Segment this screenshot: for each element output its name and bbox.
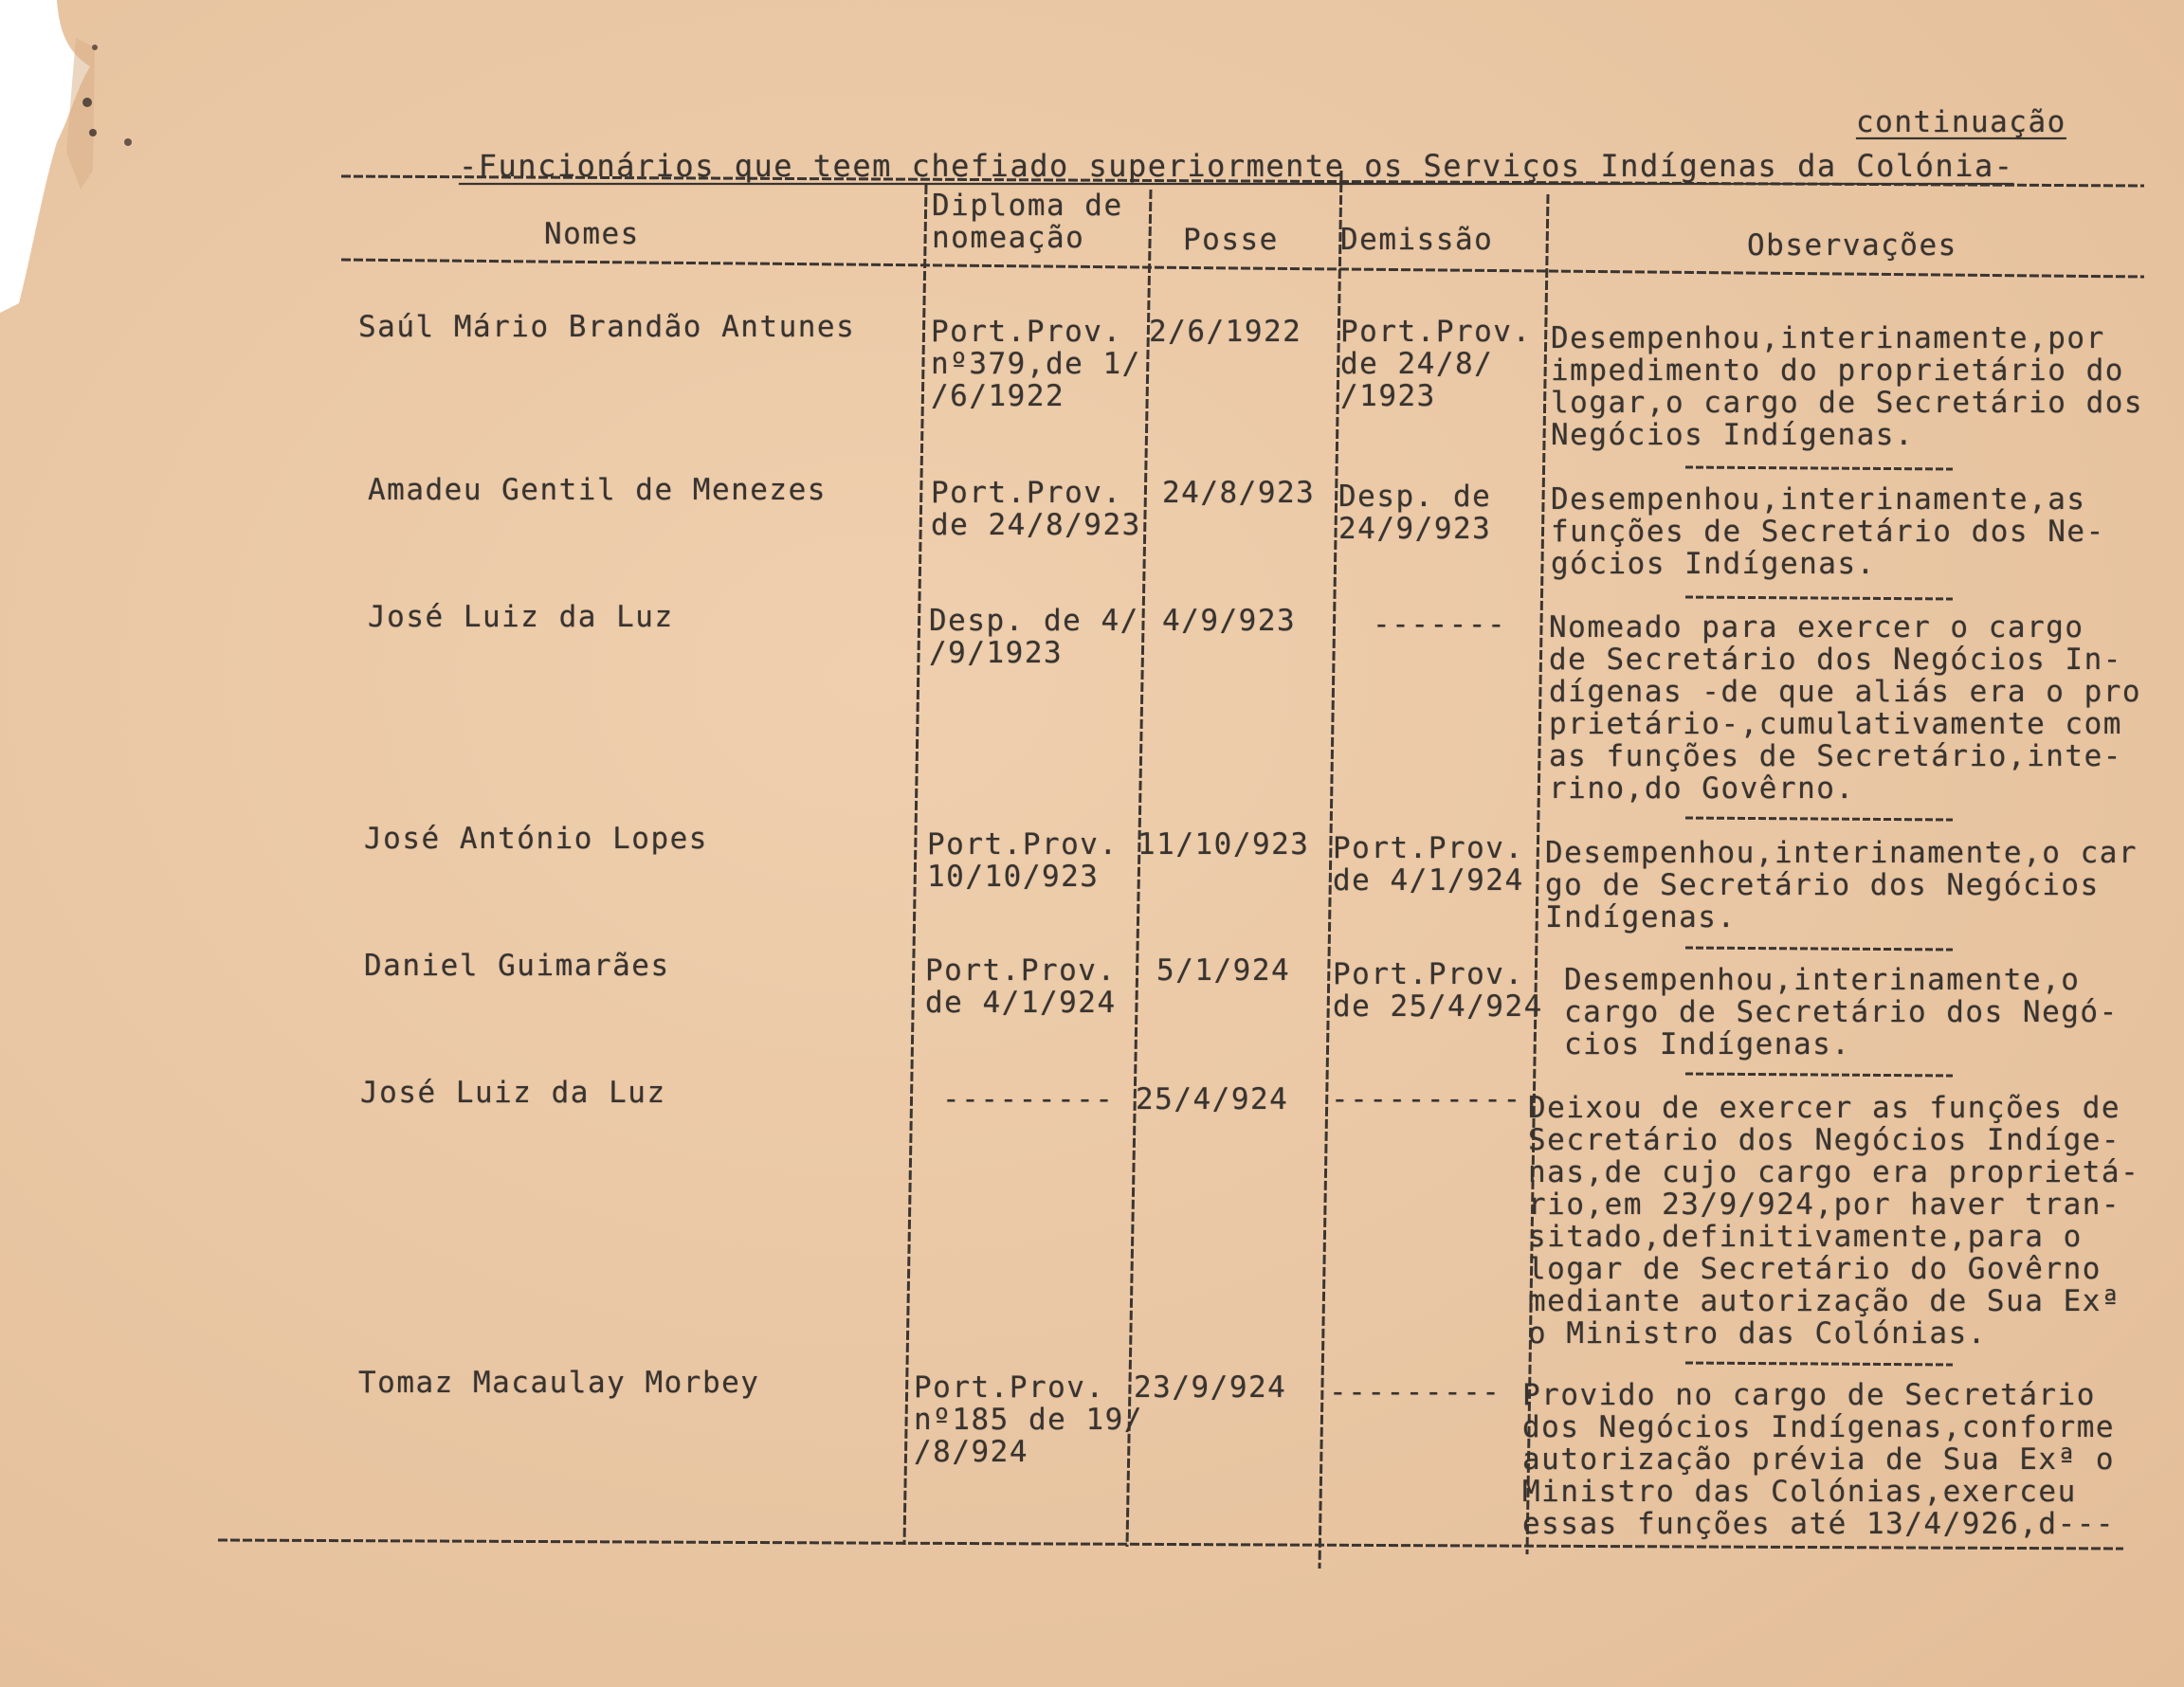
obs-separator xyxy=(1685,467,1953,469)
ink-spot xyxy=(82,98,92,107)
row-posse: 5/1/924 xyxy=(1156,953,1291,988)
row-diploma: Port.Prov. nº185 de 19/ /8/924 xyxy=(914,1370,1143,1469)
row-diploma: Port.Prov. 10/10/923 xyxy=(927,827,1119,894)
row-posse: 23/9/924 xyxy=(1134,1370,1287,1405)
bottom-rule xyxy=(218,1540,2123,1549)
row-diploma: Desp. de 4/ /9/1923 xyxy=(929,604,1139,670)
ink-spot xyxy=(124,138,132,146)
row-diploma: Port.Prov. nº379,de 1/ /6/1922 xyxy=(931,315,1141,413)
row-name: Daniel Guimarães xyxy=(364,949,670,983)
row-observacoes: Provido no cargo de Secretário dos Negócios Indígenas,conforme autorização prévia de Sua Exª o Ministro das Colónias,exerceu essas funções até 13/4/926,d--- xyxy=(1522,1378,2116,1541)
row-posse: 2/6/1922 xyxy=(1149,315,1302,349)
continuation-label: continuação xyxy=(1856,105,2066,139)
obs-separator xyxy=(1685,948,1953,950)
row-posse: 4/9/923 xyxy=(1162,604,1297,638)
obs-separator xyxy=(1685,1363,1953,1365)
row-demissao: ---------- xyxy=(1331,1082,1522,1116)
col-rule-diploma-left xyxy=(904,185,926,1545)
row-demissao: Port.Prov. de 24/8/ /1923 xyxy=(1340,315,1532,413)
row-observacoes: Desempenhou,interinamente,por impedimento do proprietário do logar,o cargo de Secretário dos Negócios Indígenas. xyxy=(1551,321,2144,452)
row-name: Amadeu Gentil de Menezes xyxy=(368,473,827,507)
row-diploma: Port.Prov. de 24/8/923 xyxy=(931,476,1141,542)
ink-spot xyxy=(89,129,97,136)
header-names: Nomes xyxy=(544,217,640,251)
row-demissao: Port.Prov. de 25/4/924 xyxy=(1333,957,1543,1024)
row-name: José Luiz da Luz xyxy=(360,1076,666,1110)
header-diploma: Diploma de nomeação xyxy=(932,189,1123,255)
row-demissao: ------- xyxy=(1373,608,1507,642)
row-name: Saúl Mário Brandão Antunes xyxy=(358,310,856,344)
row-diploma: Port.Prov. de 4/1/924 xyxy=(925,953,1117,1020)
row-observacoes: Desempenhou,interinamente,as funções de Secretário dos Ne- gócios Indígenas. xyxy=(1551,482,2105,581)
row-name: José Luiz da Luz xyxy=(368,600,674,634)
row-name: José António Lopes xyxy=(364,822,708,856)
row-demissao: --------- xyxy=(1329,1375,1502,1409)
obs-separator xyxy=(1685,597,1953,599)
page-title: -Funcionários que teem chefiado superiormente os Serviços Indígenas da Colónia- xyxy=(459,148,2014,184)
row-observacoes: Deixou de exercer as funções de Secretário dos Negócios Indíge- nas,de cujo cargo era proprietá- rio,em 23/9/924,por haver tran- sitado,definitivamente,para o logar de Secretário do Govêrno mediante autorização de Sua Exª o Ministro das Colónias. xyxy=(1528,1091,2140,1351)
row-observacoes: Nomeado para exercer o cargo de Secretário dos Negócios In- dígenas -de que aliás era o pro prietário-,cumulativamente com as funções de Secretário,inte- rino,do Govêrno. xyxy=(1549,610,2142,806)
row-posse: 11/10/923 xyxy=(1138,827,1310,862)
row-name: Tomaz Macaulay Morbey xyxy=(358,1366,760,1400)
obs-separator xyxy=(1685,1074,1953,1076)
obs-separator xyxy=(1685,818,1953,820)
row-observacoes: Desempenhou,interinamente,o car go de Secretário dos Negócios Indígenas. xyxy=(1545,836,2138,934)
row-posse: 24/8/923 xyxy=(1162,476,1316,510)
row-observacoes: Desempenhou,interinamente,o cargo de Secretário dos Negó- cios Indígenas. xyxy=(1564,963,2119,1061)
row-demissao: Port.Prov. de 4/1/924 xyxy=(1333,831,1524,898)
row-posse: 25/4/924 xyxy=(1136,1082,1289,1116)
header-observacoes: Observações xyxy=(1747,228,1957,263)
row-diploma: --------- xyxy=(942,1082,1115,1116)
header-posse: Posse xyxy=(1183,223,1279,257)
ink-spot xyxy=(92,45,98,50)
header-demissao: Demissão xyxy=(1340,223,1494,257)
row-demissao: Desp. de 24/9/923 xyxy=(1338,480,1492,546)
